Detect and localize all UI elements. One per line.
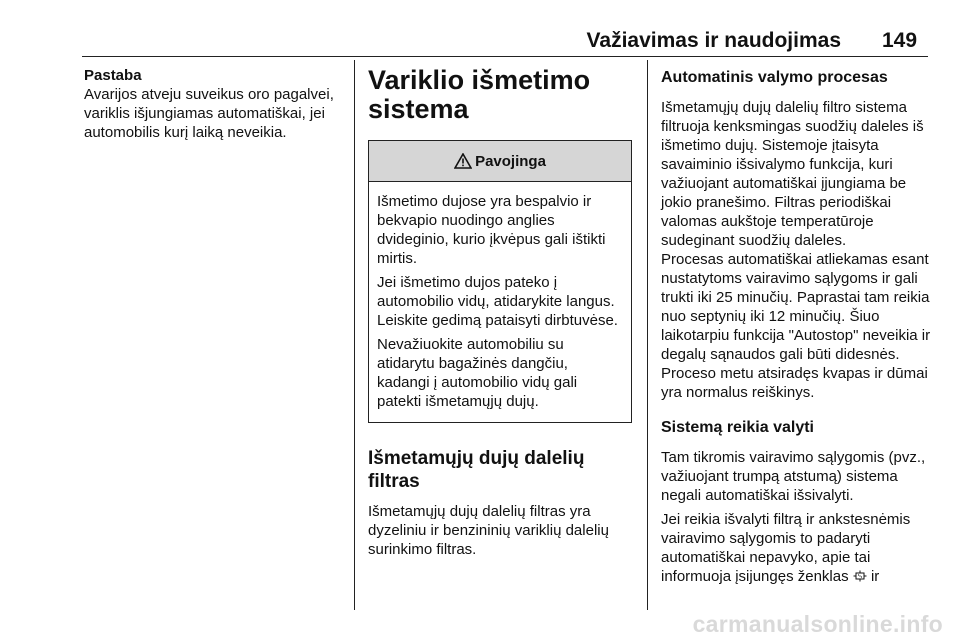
note-text: Avarijos atveju suveikus oro pagalvei, variklis išjungiamas automatiškai, jei automobilis kurį laiką neveikia. [84, 86, 334, 141]
watermark: carmanualsonline.info [692, 611, 943, 637]
warning-paragraph: Išmetimo dujose yra bespalvio ir bekvapio nuodingo anglies dvideginio, kurio įkvėpus gali ištikti mirtis. [377, 193, 606, 267]
note-title: Pastaba [84, 67, 142, 84]
column-divider-right [647, 60, 648, 610]
section-title-exhaust: Variklio išmetimo sistema [368, 65, 591, 124]
warning-paragraph: Nevažiuokite automobiliu su atidarytu bagažinės dangčiu, kadangi į automobilio vidų gali patekti išmetamųjų dujų. [377, 336, 578, 410]
particle-filter-text: Išmetamųjų dujų dalelių filtras yra dyzeliniu ir benzininių variklių dalelių surinkimo filtras. [368, 503, 609, 558]
manual-clean-paragraph-2-end: ir [870, 568, 880, 585]
manual-clean-paragraph-2-text: Jei reikia išvalyti filtrą ir ankstesnėmis vairavimo sąlygomis to padaryti automatiškai nepavyko, apie tai informuoja įsijungęs ženklas [661, 511, 911, 585]
auto-clean-paragraph-2: Procesas automatiškai atliekamas esant nustatytoms vairavimo sąlygoms ir gali trukti iki 25 minučių. Paprastai tam reikia nuo septynių iki 12 minučių. Šiuo laikotarpiu funkcija "Autostop" neveikia ir degalų sąnaudos gali būti didesnės. Proceso metu atsiradęs kvapas ir dūmai yra normalus reiškinys. [661, 251, 931, 401]
page-number: 149 [882, 29, 918, 52]
column-divider-left [354, 60, 355, 610]
subsection-title-auto-clean: Automatinis valymo procesas [661, 69, 888, 86]
warning-title: Pavojinga [475, 152, 546, 170]
warning-box [368, 140, 632, 423]
column-right [661, 60, 933, 586]
page-header-title: Važiavimas ir naudojimas [586, 29, 841, 52]
manual-clean-paragraph-1: Tam tikromis vairavimo sąlygomis (pvz., važiuojant trumpą atstumą) sistema negali automatiškai išsivalyti. [661, 449, 926, 504]
manual-clean-paragraph-2 [661, 510, 933, 586]
warning-paragraph: Jei išmetimo dujos pateko į automobilio vidų, atidarykite langus. Leiskite gedimą pataisyti dirbtuvėse. [377, 274, 618, 329]
header-divider [82, 56, 928, 57]
column-left [84, 60, 346, 142]
particle-filter-icon [853, 570, 867, 582]
warning-body [369, 182, 631, 422]
auto-clean-paragraph-1: Išmetamųjų dujų dalelių filtro sistema filtruoja kenksmingas suodžių daleles iš išmetimo dujų. Sistemoje įtaisyta savaiminio išsivalymo funkcija, kuri važiuojant automatiškai įjungiama be jokio pranešimo. Filtras periodiškai valomas aukštoje temperatūroje sudeginant suodžių daleles. [661, 99, 924, 249]
warning-triangle-icon [454, 153, 472, 169]
column-middle [368, 60, 634, 559]
warning-header [369, 141, 631, 182]
section-title-particle-filter: Išmetamųjų dujų dalelių filtras [368, 448, 585, 492]
subsection-title-manual-clean: Sistemą reikia valyti [661, 419, 814, 436]
